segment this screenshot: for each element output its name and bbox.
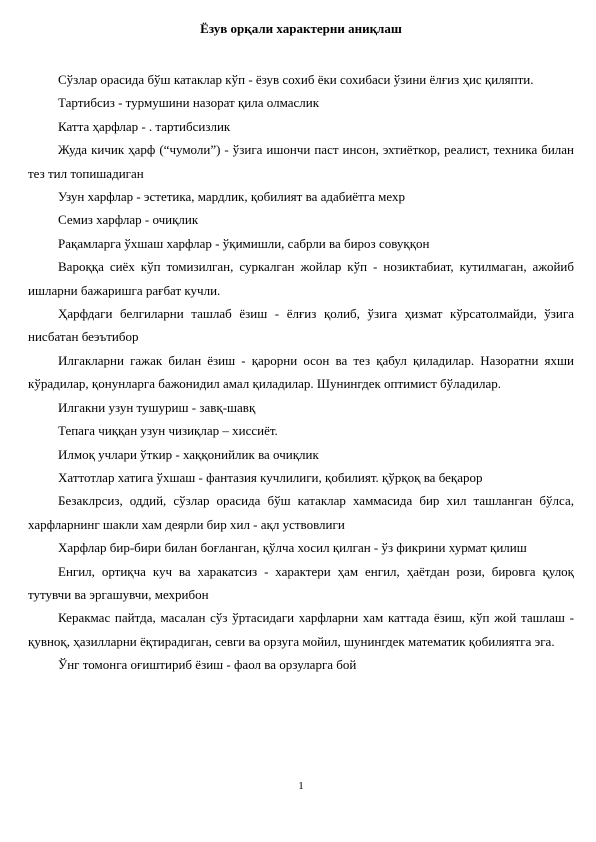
- paragraph: Тепага чиққан узун чизиқлар – хиссиёт.: [58, 423, 278, 439]
- paragraph: Вароққа сиёх кўп томизилган, суркалган жойлар кўп - нозиктабиат, кутилмаган, ажойиб ишларни бажаришга рағбат кучли.: [28, 259, 574, 298]
- document-title: Ёзув орқали характерни аниқлаш: [200, 21, 402, 36]
- paragraph: Тартибсиз - турмушини назорат қила олмаслик: [58, 95, 320, 111]
- paragraph: Хаттотлар хатига ўхшаш - фантазия кучлилиги, қобилият. қўрқоқ ва беқарор: [58, 469, 483, 485]
- paragraph: Енгил, ортиқча куч ва харакатсиз - характери ҳам енгил, ҳаётдан рози, бировга қулоқ тутувчи ва эргашувчи, мехрибон: [28, 563, 574, 602]
- paragraph: Узун харфлар - эстетика, мардлик, қобилият ва адабиётга мехр: [58, 189, 405, 205]
- paragraph: Илгакларни гажак билан ёзиш - қарорни осон ва тез қабул қиладилар. Назоратни яхши кўрадилар, қонунларга бажонидил амал қиладилар. Шунингдек оптимист бўладилар.: [28, 352, 574, 392]
- paragraph: Жуда кичик ҳарф (“чумоли”) - ўзига ишончи паст инсон, эхтиёткор, реалист, техника билан тез тил топишадиган: [28, 142, 574, 181]
- page-number: 1: [298, 780, 304, 792]
- paragraph: Илмоқ учлари ўткир - хаққонийлик ва очиқлик: [58, 446, 319, 462]
- paragraph: Рақамларга ўхшаш харфлар - ўқимишли, сабрли ва бироз совуққон: [58, 235, 430, 251]
- paragraph: Семиз харфлар - очиқлик: [58, 212, 199, 228]
- paragraph: Керакмас пайтда, масалан сўз ўртасидаги харфларни хам каттада ёзиш, кўп жой ташлаш - қувноқ, ҳазилларни ёқтирадиган, севги ва орзуга мойил, шунингдек математик қобилиятга эга.: [28, 610, 574, 649]
- document-body: [28, 68, 574, 677]
- paragraph: Катта ҳарфлар - . тартибсизлик: [58, 118, 231, 134]
- paragraph: Сўзлар орасида бўш катаклар кўп - ёзув сохиб ёки сохибаси ўзини ёлғиз ҳис қиляпти.: [58, 72, 534, 87]
- paragraph: Ҳарфдаги белгиларни ташлаб ёзиш - ёлғиз қолиб, ўзига ҳизмат кўрсатолмайди, ўзига нисбатан беэътибор: [28, 306, 574, 345]
- paragraph: Безаклрсиз, оддий, сўзлар орасида бўш катаклар хаммасида бир хил ташланган бўлса, харфларнинг шакли хам деярли бир хил - ақл уствовлиги: [28, 493, 574, 532]
- paragraph: Ўнг томонга оғиштириб ёзиш - фаол ва орзуларга бой: [58, 657, 357, 673]
- paragraph: Илгакни узун тушуриш - завқ-шавқ: [58, 399, 256, 415]
- paragraph: Харфлар бир-бири билан боғланган, қўлча хосил қилган - ўз фикрини хурмат қилиш: [58, 540, 527, 556]
